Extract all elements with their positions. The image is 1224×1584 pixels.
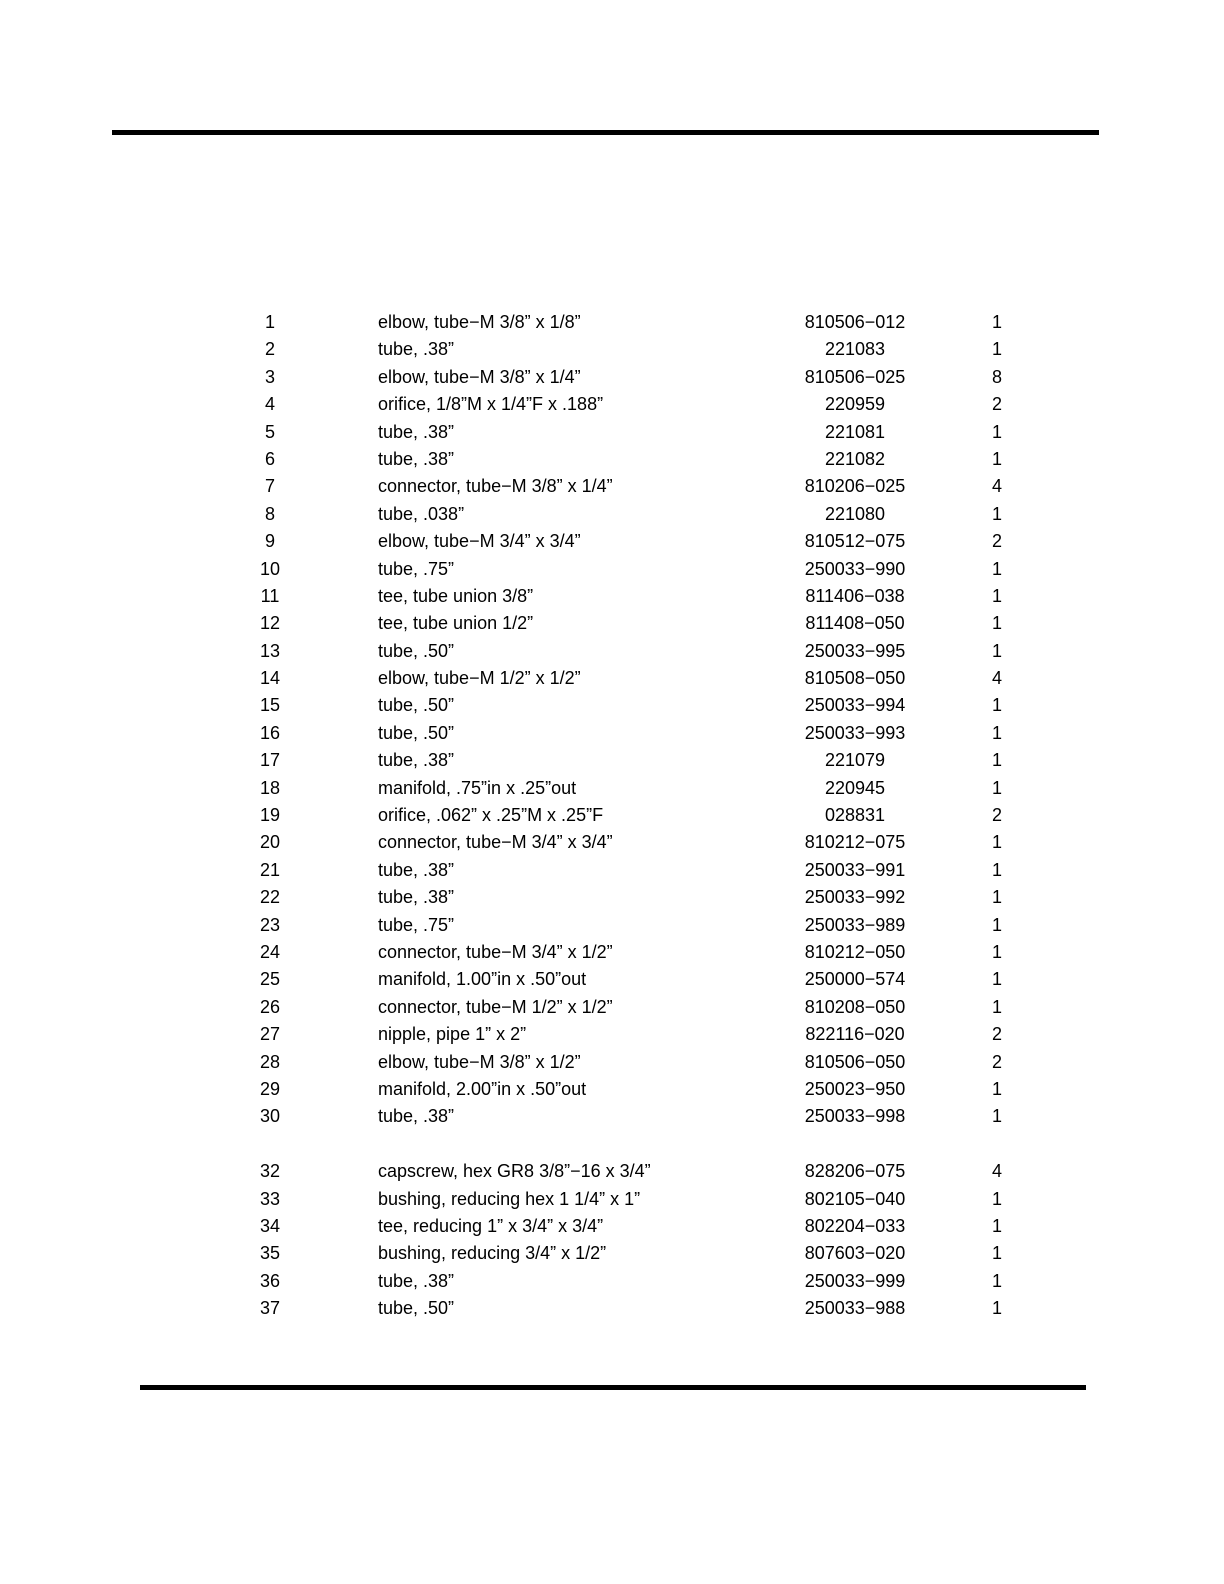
part-number: 221083 (824, 339, 886, 360)
part-number: 810512−075 (804, 531, 906, 552)
part-number: 028831 (824, 805, 886, 826)
item-number: 23 (259, 914, 281, 935)
quantity: 1 (991, 1243, 1002, 1264)
quantity: 2 (991, 394, 1002, 415)
table-row (0, 391, 1224, 418)
quantity: 1 (991, 339, 1002, 360)
item-number: 14 (259, 668, 281, 689)
part-number: 250000−574 (804, 969, 906, 990)
item-number: 20 (259, 832, 281, 853)
part-number: 802105−040 (804, 1188, 906, 1209)
table-row (0, 1268, 1224, 1295)
item-description: tube, .38” (378, 750, 455, 771)
item-description: bushing, reducing 3/4” x 1/2” (378, 1243, 607, 1264)
item-description: tee, tube union 3/8” (378, 585, 534, 606)
quantity: 1 (991, 1188, 1002, 1209)
item-description: manifold, 1.00”in x .50”out (378, 969, 587, 990)
quantity: 2 (991, 1024, 1002, 1045)
table-row (0, 1021, 1224, 1048)
table-row (0, 994, 1224, 1021)
quantity: 1 (991, 1215, 1002, 1236)
part-number: 250033−995 (804, 640, 906, 661)
part-number: 250033−999 (804, 1270, 906, 1291)
table-row (0, 1240, 1224, 1267)
item-description: connector, tube−M 3/4” x 1/2” (378, 941, 613, 962)
item-number: 1 (264, 312, 275, 332)
part-number: 250033−991 (804, 859, 906, 880)
part-number: 810508−050 (804, 668, 906, 689)
part-number: 220959 (824, 394, 886, 415)
part-number: 810208−050 (804, 996, 906, 1017)
part-number: 828206−075 (804, 1161, 906, 1182)
item-description: tube, .50” (378, 640, 455, 661)
table-row (0, 802, 1224, 829)
bottom-divider (140, 1385, 1086, 1390)
table-row (0, 1186, 1224, 1213)
item-number: 9 (264, 531, 275, 552)
item-description: bushing, reducing hex 1 1/4” x 1” (378, 1188, 641, 1209)
item-number: 8 (264, 503, 275, 524)
part-number: 250033−988 (804, 1298, 906, 1319)
quantity: 1 (991, 996, 1002, 1017)
table-row (0, 884, 1224, 911)
item-number: 10 (259, 558, 281, 579)
part-number: 822116−020 (805, 1024, 905, 1045)
item-number: 27 (259, 1024, 281, 1045)
item-description: tube, .38” (378, 339, 455, 360)
part-number: 250033−998 (804, 1106, 906, 1127)
item-description: elbow, tube−M 3/4” x 3/4” (378, 531, 581, 552)
item-number: 25 (259, 969, 281, 990)
table-row (0, 912, 1224, 939)
item-description: elbow, tube−M 3/8” x 1/2” (378, 1051, 581, 1072)
item-number: 4 (264, 394, 275, 415)
item-number: 28 (259, 1051, 281, 1072)
table-row (0, 638, 1224, 665)
top-divider (112, 130, 1099, 135)
table-row (0, 665, 1224, 692)
item-description: tube, .75” (378, 914, 455, 935)
table-row (0, 556, 1224, 583)
part-number: 250033−993 (804, 722, 906, 743)
table-row (0, 583, 1224, 610)
item-number: 2 (264, 339, 275, 360)
part-number: 810212−050 (804, 941, 906, 962)
table-row (0, 720, 1224, 747)
part-number: 810206−025 (804, 476, 906, 497)
item-description: connector, tube−M 3/8” x 1/4” (378, 476, 613, 497)
quantity: 1 (991, 558, 1002, 579)
table-row (0, 1295, 1224, 1322)
item-description: tube, .038” (378, 503, 465, 524)
table-row (0, 446, 1224, 473)
item-number: 26 (259, 996, 281, 1017)
item-description: elbow, tube−M 1/2” x 1/2” (378, 668, 581, 689)
table-row (0, 857, 1224, 884)
table-row (0, 501, 1224, 528)
quantity: 1 (991, 914, 1002, 935)
quantity: 1 (991, 585, 1002, 606)
item-number: 37 (259, 1298, 281, 1319)
part-number: 807603−020 (804, 1243, 906, 1264)
table-row (0, 419, 1224, 446)
quantity: 2 (991, 805, 1002, 826)
item-number: 12 (259, 613, 281, 634)
item-description: tee, tube union 1/2” (378, 613, 534, 634)
part-number: 811408−050 (805, 613, 905, 634)
table-row (0, 610, 1224, 637)
table-row (0, 1131, 1224, 1186)
item-number: 33 (259, 1188, 281, 1209)
item-number: 24 (259, 941, 281, 962)
table-row (0, 966, 1224, 993)
quantity: 1 (991, 312, 1002, 332)
item-number: 29 (259, 1078, 281, 1099)
part-number: 810506−050 (804, 1051, 906, 1072)
table-row (0, 309, 1224, 336)
item-number: 34 (259, 1215, 281, 1236)
quantity: 1 (991, 1106, 1002, 1127)
item-description: tube, .50” (378, 695, 455, 716)
part-number: 221082 (824, 448, 886, 469)
item-description: tube, .38” (378, 448, 455, 469)
item-number: 7 (264, 476, 275, 497)
quantity: 1 (991, 1298, 1002, 1319)
item-description: tube, .38” (378, 1270, 455, 1291)
item-description: manifold, .75”in x .25”out (378, 777, 577, 798)
item-description: orifice, 1/8”M x 1/4”F x .188” (378, 394, 604, 415)
item-number: 5 (264, 421, 275, 442)
quantity: 2 (991, 531, 1002, 552)
quantity: 1 (991, 448, 1002, 469)
table-row (0, 939, 1224, 966)
part-number: 811406−038 (805, 585, 905, 606)
quantity: 1 (991, 969, 1002, 990)
quantity: 1 (991, 887, 1002, 908)
item-number: 19 (259, 805, 281, 826)
part-number: 250033−992 (804, 887, 906, 908)
part-number: 221081 (824, 421, 886, 442)
table-row (0, 1049, 1224, 1076)
table-row (0, 364, 1224, 391)
item-description: manifold, 2.00”in x .50”out (378, 1078, 587, 1099)
table-row (0, 473, 1224, 500)
item-number: 30 (259, 1106, 281, 1127)
item-description: elbow, tube−M 3/8” x 1/4” (378, 366, 581, 387)
part-number: 810506−025 (804, 366, 906, 387)
table-row (0, 692, 1224, 719)
quantity: 1 (991, 613, 1002, 634)
quantity: 1 (991, 1078, 1002, 1099)
item-description: tube, .75” (378, 558, 455, 579)
parts-list-table (0, 309, 1224, 1322)
part-number: 220945 (824, 777, 886, 798)
quantity: 1 (991, 750, 1002, 771)
item-number: 11 (260, 585, 280, 606)
quantity: 4 (991, 476, 1002, 497)
quantity: 1 (991, 503, 1002, 524)
item-number: 35 (259, 1243, 281, 1264)
quantity: 1 (991, 1270, 1002, 1291)
item-number: 32 (259, 1161, 281, 1182)
item-description: capscrew, hex GR8 3/8”−16 x 3/4” (378, 1161, 651, 1182)
part-number: 810212−075 (804, 832, 906, 853)
item-description: tube, .50” (378, 1298, 455, 1319)
item-description: nipple, pipe 1” x 2” (378, 1024, 527, 1045)
quantity: 8 (991, 366, 1002, 387)
quantity: 1 (991, 832, 1002, 853)
quantity: 2 (991, 1051, 1002, 1072)
item-number: 18 (259, 777, 281, 798)
item-description: tube, .38” (378, 887, 455, 908)
part-number: 221079 (824, 750, 886, 771)
item-description: connector, tube−M 1/2” x 1/2” (378, 996, 613, 1017)
item-number: 17 (259, 750, 281, 771)
table-row (0, 336, 1224, 363)
table-row (0, 829, 1224, 856)
item-number: 36 (259, 1270, 281, 1291)
item-description: tube, .50” (378, 722, 455, 743)
item-description: orifice, .062” x .25”M x .25”F (378, 805, 604, 826)
item-description: connector, tube−M 3/4” x 3/4” (378, 832, 613, 853)
item-number: 13 (259, 640, 281, 661)
item-description: tube, .38” (378, 421, 455, 442)
item-number: 22 (259, 887, 281, 908)
quantity: 1 (991, 640, 1002, 661)
quantity: 1 (991, 941, 1002, 962)
item-number: 15 (259, 695, 281, 716)
table-row (0, 1213, 1224, 1240)
table-row (0, 1103, 1224, 1130)
part-number: 250033−989 (804, 914, 906, 935)
table-row (0, 747, 1224, 774)
part-number: 810506−012 (804, 312, 906, 332)
item-description: tube, .38” (378, 1106, 455, 1127)
table-row (0, 1076, 1224, 1103)
table-row (0, 775, 1224, 802)
quantity: 1 (991, 421, 1002, 442)
item-number: 3 (264, 366, 275, 387)
part-number: 250023−950 (804, 1078, 906, 1099)
part-number: 221080 (824, 503, 886, 524)
quantity: 4 (991, 1161, 1002, 1182)
item-description: elbow, tube−M 3/8” x 1/8” (378, 312, 581, 332)
part-number: 250033−994 (804, 695, 906, 716)
table-row (0, 528, 1224, 555)
quantity: 1 (991, 777, 1002, 798)
item-description: tee, reducing 1” x 3/4” x 3/4” (378, 1215, 604, 1236)
quantity: 1 (991, 859, 1002, 880)
item-number: 16 (259, 722, 281, 743)
item-number: 6 (264, 448, 275, 469)
part-number: 250033−990 (804, 558, 906, 579)
quantity: 4 (991, 668, 1002, 689)
quantity: 1 (991, 695, 1002, 716)
part-number: 802204−033 (804, 1215, 906, 1236)
item-description: tube, .38” (378, 859, 455, 880)
quantity: 1 (991, 722, 1002, 743)
item-number: 21 (259, 859, 281, 880)
